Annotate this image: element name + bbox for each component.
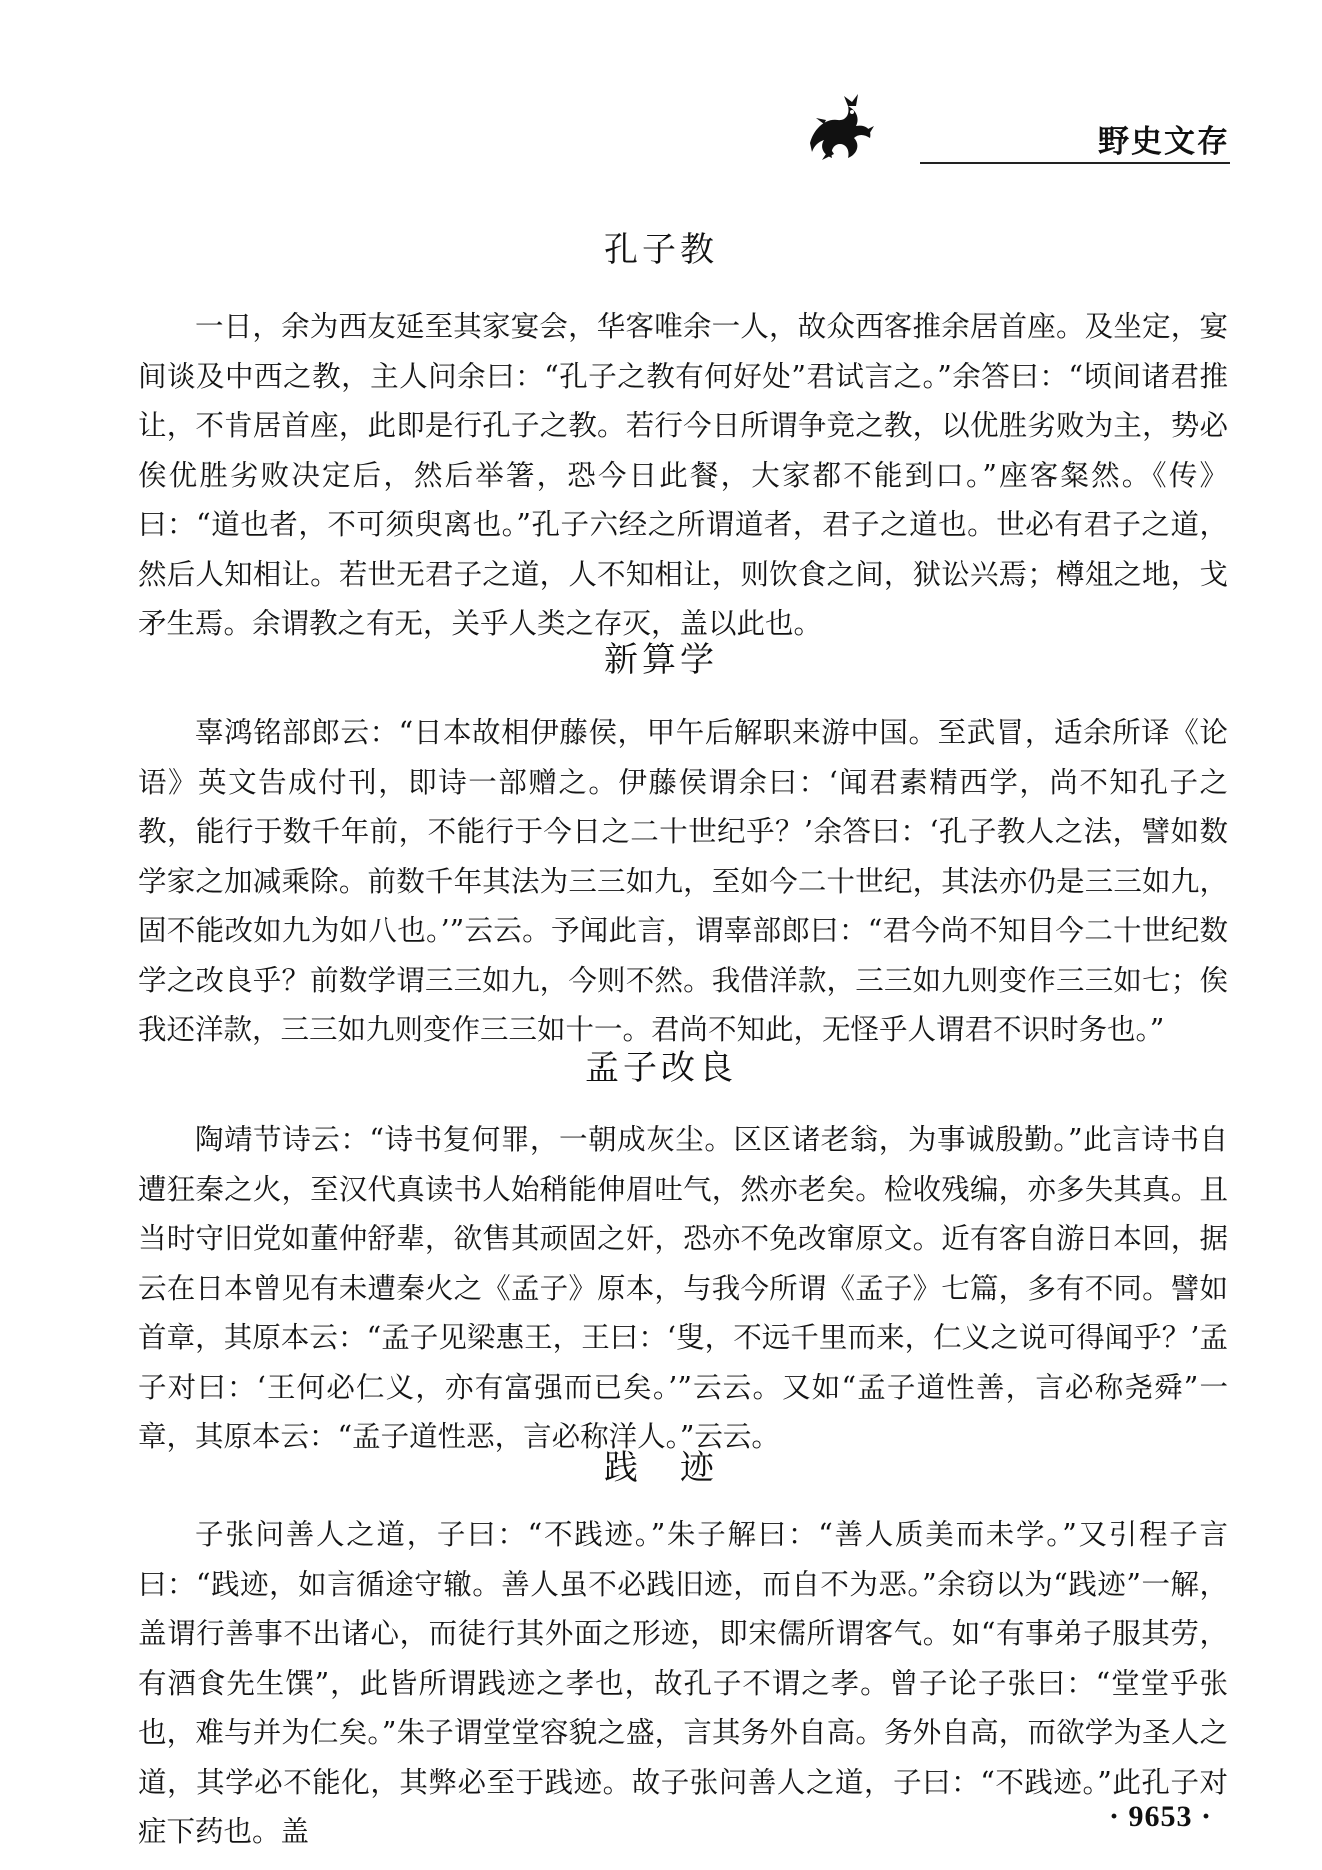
section-body-xinsuanxue: 辜鸿铭部郎云：“日本故相伊藤侯，甲午后解职来游中国。至武冒，适余所译《论语》英文告成付刊，即诗一部赠之。伊藤侯谓余曰：‘闻君素精西学，尚不知孔子之教，能行于数千年前，不能行于今日之二十世纪乎？’余答曰：‘孔子教人之法，譬如数学家之加减乘除。前数千年其法为三三如九，至如今二十世纪，其法亦仍是三三如九，固不能改如九为如八也。’”云云。予闻此言，谓辜部郎曰：“君今尚不知目今二十世纪数学之改良乎？前数学谓三三如九，今则不然。我借洋款，三三如九则变作三三如七；俟我还洋款，三三如九则变作三三如十一。君尚不知此，无怪乎人谓君不识时务也。” (138, 716, 1228, 1046)
section-body-mengzigailiang: 陶靖节诗云：“诗书复何罪，一朝成灰尘。区区诸老翁，为事诚殷勤。”此言诗书自遭狂秦之火，至汉代真读书人始稍能伸眉吐气，然亦老矣。检收残编，亦多失其真。且当时守旧党如董仲舒辈，欲售其顽固之奸，恐亦不免改窜原文。近有客自游日本回，据云在日本曾见有未遭秦火之《孟子》原本，与我今所谓《孟子》七篇，多有不同。譬如首章，其原本云：“孟子见梁惠王，王曰：‘叟，不远千里而来，仁义之说可得闻乎？’孟子对曰：‘王何必仁义，亦有富强而已矣。’”云云。又如“孟子道性善，言必称尧舜”一章，其原本云：“孟子道性恶，言必称洋人。”云云。 (138, 1123, 1228, 1453)
section-title-jianji: 践 迹 (604, 1448, 718, 1488)
running-header (800, 88, 1230, 168)
section-body-jianji: 子张问善人之道，子曰：“不践迹。”朱子解曰：“善人质美而未学。”又引程子言曰：“践迹，如言循途守辙。善人虽不必践旧迹，而自不为恶。”余窃以为“践迹”一解，盖谓行善事不出诸心，而徒行其外面之形迹，即宋儒所谓客气。如“有事弟子服其劳，有酒食先生馔”，此皆所谓践迹之孝也，故孔子不谓之孝。曾子论子张曰：“堂堂乎张也，难与并为仁矣。”朱子谓堂堂容貌之盛，言其务外自高。务外自高，而欲学为圣人之道，其学必不能化，其弊必至于践迹。故子张问善人之道，子曰：“不践迹。”此孔子对症下药也。盖 (138, 1518, 1228, 1848)
section-title-mengzigailiang: 孟子改良 (585, 1048, 737, 1088)
section-title-kongzijiao: 孔子教 (604, 230, 718, 270)
page-number: · 9653 · (1108, 1800, 1212, 1833)
header-title: 野史文存 (1098, 124, 1230, 160)
section-body-kongzijiao: 一日，余为西友延至其家宴会，华客唯余一人，故众西客推余居首座。及坐定，宴间谈及中西之教，主人问余曰：“孔子之教有何好处”君试言之。”余答曰：“顷间诸君推让，不肯居首座，此即是行孔子之教。若行今日所谓争竞之教，以优胜劣败为主，势必俟优胜劣败决定后，然后举箸，恐今日此餐，大家都不能到口。”座客粲然。《传》曰：“道也者，不可须臾离也。”孔子六经之所谓道者，君子之道也。世必有君子之道，然后人知相让。若世无君子之道，人不知相让，则饮食之间，狱讼兴焉；樽俎之地，戈矛生焉。余谓教之有无，关乎人类之存灭，盖以此也。 (138, 310, 1228, 640)
dragon-emblem-icon (800, 88, 880, 168)
section-title-xinsuanxue: 新算学 (604, 640, 718, 680)
header-rule (920, 162, 1230, 164)
